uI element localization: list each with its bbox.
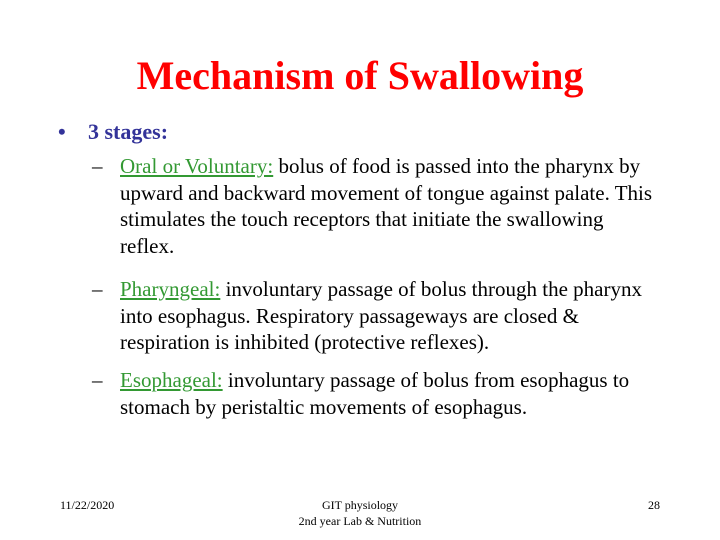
stage-term: Pharyngeal: xyxy=(120,277,221,301)
page-number: 28 xyxy=(648,498,660,512)
stage-pharyngeal xyxy=(92,276,662,356)
slide-title: Mechanism of Swallowing xyxy=(136,53,584,98)
footer-date: 11/22/2020 xyxy=(60,498,115,512)
dash-marker: – xyxy=(92,154,103,178)
stage-esophageal xyxy=(92,367,662,420)
main-bullet xyxy=(58,118,168,146)
dash-marker: – xyxy=(92,277,103,301)
dash-marker: – xyxy=(92,368,103,392)
stage-description: bolus of food is passed into the pharynx by upward and backward movement of tongue against palate. This stimulates the touch receptors that initiate the swallowing reflex. xyxy=(120,154,653,258)
bullet-text: 3 stages: xyxy=(88,119,169,144)
stage-description: involuntary passage of bolus through the pharynx into esophagus. Respiratory passageways are closed & respiration is inhibited (protective reflexes). xyxy=(120,277,642,354)
stage-term: Oral or Voluntary: xyxy=(120,154,274,178)
footer-audience: 2nd year Lab & Nutrition xyxy=(298,514,422,528)
stage-oral xyxy=(92,153,662,259)
footer-center xyxy=(260,497,460,529)
bullet-marker: • xyxy=(58,119,66,144)
stage-term: Esophageal: xyxy=(120,368,223,392)
footer-course: GIT physiology xyxy=(321,498,399,512)
stage-description: involuntary passage of bolus from esophagus to stomach by peristaltic movements of esophagus. xyxy=(120,368,630,419)
